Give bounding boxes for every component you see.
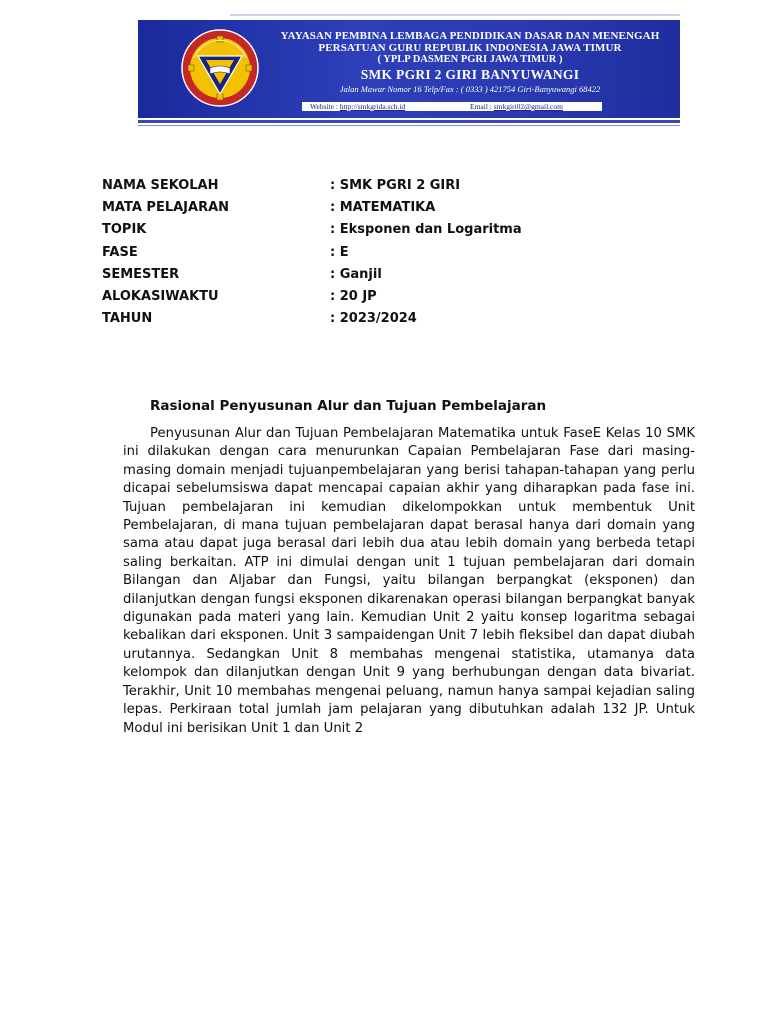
- school-logo: [180, 28, 260, 108]
- letterhead: [136, 14, 680, 128]
- school-name: SMK PGRI 2 GIRI BANYUWANGI: [360, 67, 580, 82]
- website-label: Website :: [310, 102, 338, 111]
- section-title: Rasional Penyusunan Alur dan Tujuan Pembelajaran: [150, 398, 547, 414]
- info-row: [102, 285, 662, 307]
- letterhead-rule-thin: [138, 125, 680, 126]
- info-label: ALOKASIWAKTU: [102, 289, 219, 305]
- info-value: : Ganjil: [330, 266, 382, 282]
- info-table: [102, 174, 662, 330]
- section-paragraph: Penyusunan Alur dan Tujuan Pembelajaran Matematika untuk FaseE Kelas 10 SMK ini dilakukan dengan cara menurunkan Capaian Pembelajaran Fase dari masing-masing domain menjadi tujuanpembelajaran yang berisi tahapan-tahapan yang perlu dicapai sebelumsiswa dapat mencapai capaian akhir yang diharapkan pada fase ini. Tujuan pembelajaran ini kemudian dikelompokkan untuk membentuk Unit Pembelajaran, di mana tujuan pembelajaran dapat berasal hanya dari domain yang sama atau dapat juga berasal dari lebih dua atau lebih domain yang berbeda tetapi saling berkaitan. ATP ini dimulai dengan unit 1 tujuan pembelajaran dari domain Bilangan dan Aljabar dan Fungsi, yaitu bilangan berpangkat (eksponen) dan dilanjutkan dengan fungsi eksponen dikarenakan operasi bilangan berpangkat banyak digunakan pada materi yang lain. Kemudian Unit 2 yaitu konsep logaritma sebagai kebalikan dari eksponen. Unit 3 sampaidengan Unit 7 lebih fleksibel dan dapat diubah urutannya. Sedangkan Unit 8 membahas mengenai statistika, utamanya data kelompok dan dilanjutkan dengan Unit 9 yang berhubungan dengan data bivariat. Terakhir, Unit 10 membahas mengenai peluang, namun hanya sampai kejadian saling lepas. Perkiraan total jumlah jam pelajaran yang dibutuhkan adalah 132 JP. Untuk Modul ini berisikan Unit 1 dan Unit 2: [123, 426, 695, 736]
- info-row: [102, 219, 662, 241]
- info-label: SEMESTER: [102, 266, 180, 282]
- letterhead-top-line: [230, 14, 680, 16]
- info-label: FASE: [102, 244, 138, 260]
- info-value: : E: [330, 244, 349, 260]
- letterhead-text: [268, 30, 672, 95]
- website: [310, 102, 405, 111]
- info-row: [102, 174, 662, 196]
- letterhead-rule: [138, 120, 680, 123]
- info-label: TAHUN: [102, 311, 153, 327]
- info-label: NAMA SEKOLAH: [102, 177, 219, 193]
- info-label: MATA PELAJARAN: [102, 199, 230, 215]
- email-link[interactable]: smkgiri02@gmail.com: [493, 102, 563, 111]
- contact-strip: [302, 102, 602, 111]
- info-value: : MATEMATIKA: [330, 199, 436, 215]
- info-row: [102, 263, 662, 285]
- info-value: : 20 JP: [330, 289, 377, 305]
- association-abbrev: ( YPLP DASMEN PGRI JAWA TIMUR ): [377, 54, 563, 65]
- letterhead-band: [138, 20, 680, 118]
- info-value: : Eksponen dan Logaritma: [330, 222, 522, 238]
- website-link[interactable]: http://smkgrida.sch.id: [339, 102, 406, 111]
- foundation-name: YAYASAN PEMBINA LEMBAGA PENDIDIKAN DASAR DAN MENENGAH: [280, 30, 660, 42]
- email: [470, 102, 563, 111]
- info-row: [102, 308, 662, 330]
- info-value: : 2023/2024: [330, 311, 417, 327]
- email-label: Email :: [470, 102, 492, 111]
- info-value: : SMK PGRI 2 GIRI: [330, 177, 461, 193]
- info-row: [102, 241, 662, 263]
- info-row: [102, 196, 662, 218]
- info-label: TOPIK: [102, 222, 147, 238]
- school-address: Jalan Mawar Nomor 16 Telp/Fax : ( 0333 ) 421754 Giri-Banyuwangi 68422: [339, 84, 601, 94]
- association-name: PERSATUAN GURU REPUBLIK INDONESIA JAWA TIMUR: [318, 42, 622, 54]
